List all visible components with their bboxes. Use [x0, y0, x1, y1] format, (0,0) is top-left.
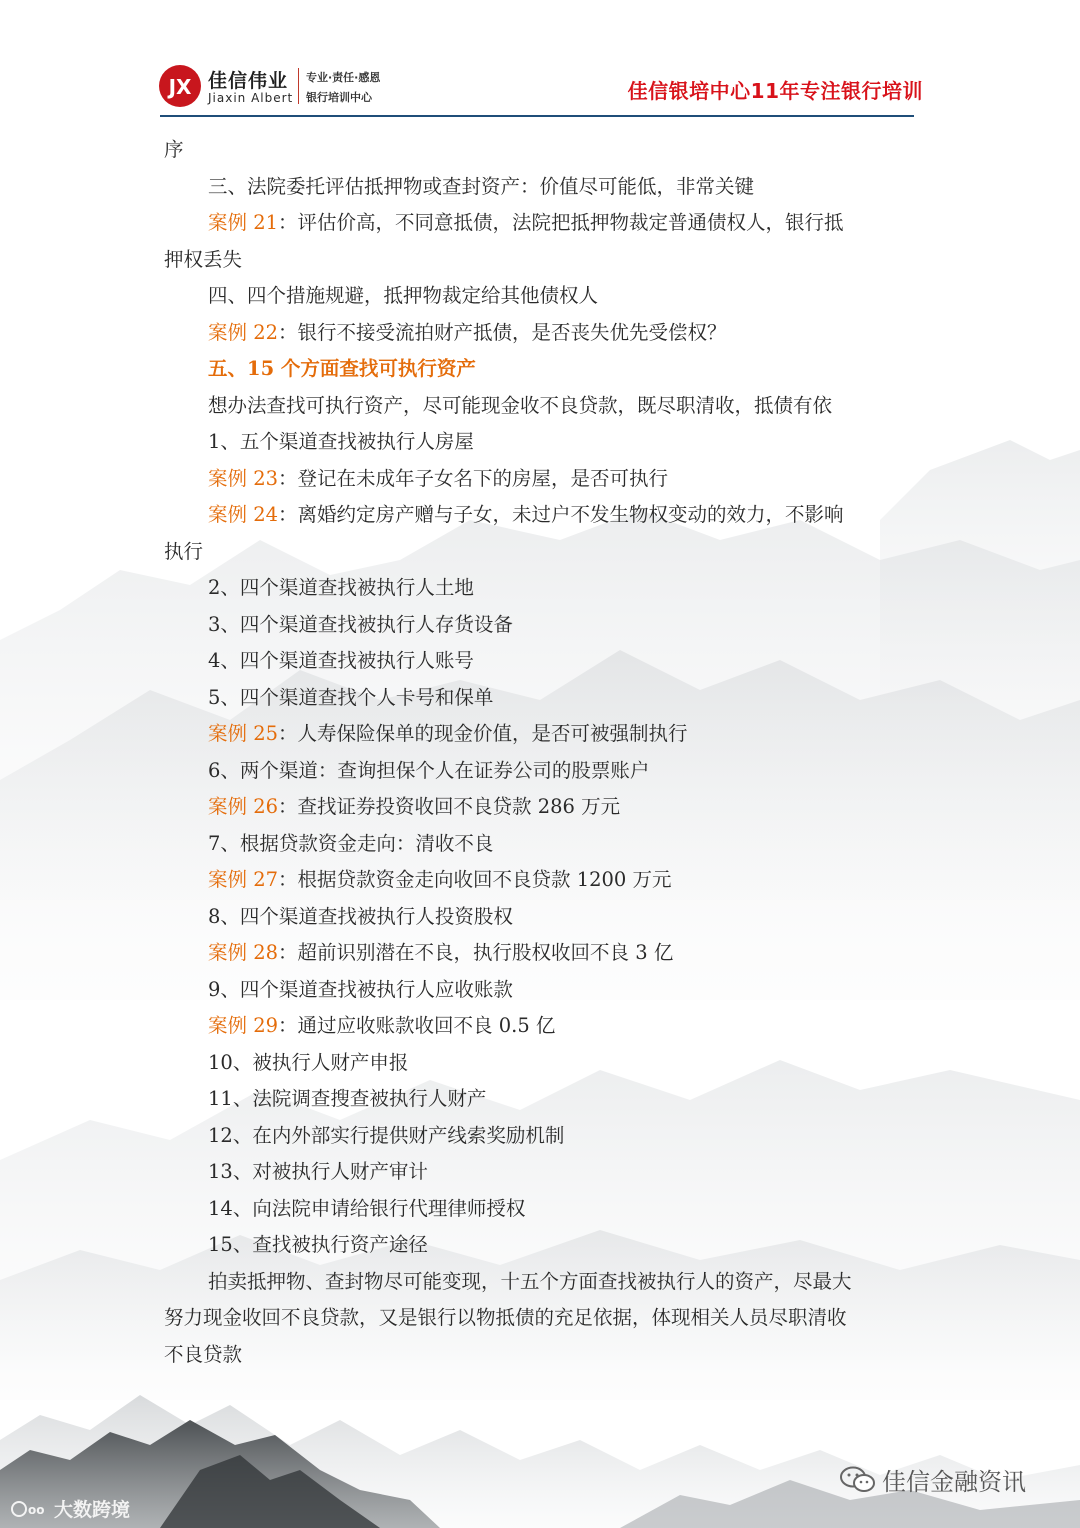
body-paragraph	[164, 570, 920, 607]
body-paragraph	[164, 899, 920, 936]
body-paragraph	[164, 680, 920, 717]
jx-logo-icon	[158, 64, 202, 108]
header-rule	[160, 115, 914, 117]
case-text: ：查找证券投资收回不良贷款 286 万元	[278, 795, 621, 818]
paragraph-continuation	[164, 534, 920, 571]
paragraph-text: 想办法查找可执行资产，尽可能现金收不良贷款，既尽职清收，抵债有依	[208, 393, 833, 417]
paragraph-text: 押权丢失	[164, 247, 243, 271]
body-paragraph	[164, 1227, 920, 1264]
paragraph-text: 不良贷款	[164, 1342, 243, 1366]
paragraph-text: 三、法院委托评估抵押物或查封资产：价值尽可能低，非常关键	[208, 174, 755, 198]
case-text: ：超前识别潜在不良，执行股权收回不良 3 亿	[278, 941, 674, 964]
body-paragraph	[164, 278, 920, 315]
body-paragraph	[164, 1154, 920, 1191]
paragraph-text: 努力现金收回不良贷款，又是银行以物抵债的充足依据，体现相关人员尽职清收	[164, 1306, 847, 1329]
paragraph-text: 7、根据贷款资金走向：清收不良	[208, 831, 494, 855]
case-paragraph	[164, 935, 920, 972]
body-paragraph	[164, 424, 920, 461]
paragraph-text: 拍卖抵押物、查封物尽可能变现，十五个方面查找被执行人的资产，尽最大	[208, 1269, 852, 1293]
case-paragraph	[164, 461, 920, 498]
case-text: ：通过应收账款收回不良 0.5 亿	[278, 1014, 556, 1037]
header-slogan: 佳信银培中心11年专注银行培训	[627, 79, 923, 103]
body-paragraph	[164, 1081, 920, 1118]
case-label: 案例 24	[208, 503, 279, 526]
tagline-values: 专业·责任·感恩	[306, 71, 381, 84]
paragraph-text: 15、查找被执行资产途径	[208, 1233, 428, 1256]
case-paragraph	[164, 205, 920, 242]
brand-name-cn: 佳信伟业	[208, 70, 289, 92]
paragraph-continuation	[164, 1300, 920, 1337]
paragraph-text: 8、四个渠道查找被执行人投资股权	[208, 904, 513, 928]
body-paragraph	[164, 1045, 920, 1082]
header-divider	[298, 68, 299, 104]
paragraph-continuation	[164, 1337, 920, 1374]
case-label: 案例 27	[208, 868, 279, 891]
case-label: 案例 22	[208, 320, 279, 344]
document-body	[164, 132, 920, 1373]
brand-name-en: Jiaxin Albert	[208, 91, 294, 105]
case-paragraph	[164, 315, 920, 352]
source-watermark	[10, 1495, 130, 1522]
body-paragraph	[164, 169, 920, 206]
case-paragraph	[164, 789, 920, 826]
body-paragraph	[164, 1118, 920, 1155]
paragraph-text: 四、四个措施规避，抵押物裁定给其他债权人	[208, 284, 599, 307]
logo-letters: JX	[168, 75, 192, 99]
case-label: 案例 28	[208, 941, 279, 964]
paragraph-text: 1、五个渠道查找被执行人房屋	[208, 430, 474, 453]
wechat-icon	[840, 1466, 876, 1494]
tagline-center: 银行培训中心	[306, 91, 372, 104]
body-paragraph	[164, 1191, 920, 1228]
wechat-watermark	[840, 1462, 1026, 1497]
body-paragraph	[164, 753, 920, 790]
wechat-account-name: 佳信金融资讯	[882, 1468, 1026, 1496]
case-text: ：评估价高，不同意抵债，法院把抵押物裁定普通债权人，银行抵	[278, 211, 844, 234]
paragraph-text: 5、四个渠道查找个人卡号和保单	[208, 685, 494, 709]
body-paragraph	[164, 607, 920, 644]
case-label: 案例 21	[208, 211, 279, 234]
body-paragraph	[164, 972, 920, 1009]
section-heading	[164, 351, 920, 388]
case-text: ：人寿保险保单的现金价值，是否可被强制执行	[278, 722, 688, 745]
source-logo-icon	[10, 1498, 50, 1520]
case-label: 案例 25	[208, 722, 279, 745]
case-label: 案例 29	[208, 1014, 279, 1037]
body-paragraph	[164, 388, 920, 425]
paragraph-text: 9、四个渠道查找被执行人应收账款	[208, 977, 513, 1001]
paragraph-text: 2、四个渠道查找被执行人土地	[208, 576, 474, 599]
source-name: 大数跨境	[54, 1499, 131, 1521]
body-paragraph	[164, 643, 920, 680]
case-label: 案例 23	[208, 466, 279, 490]
paragraph-text: 3、四个渠道查找被执行人存货设备	[208, 612, 513, 636]
case-paragraph	[164, 1008, 920, 1045]
paragraph-text: 执行	[164, 539, 204, 563]
case-text: ：银行不接受流拍财产抵债，是否丧失优先受偿权？	[278, 320, 727, 344]
paragraph-text: 14、向法院申请给银行代理律师授权	[208, 1196, 526, 1220]
paragraph-text: 6、两个渠道：查询担保个人在证券公司的股票账户	[208, 758, 650, 782]
case-text: ：根据贷款资金走向收回不良贷款 1200 万元	[278, 868, 672, 891]
svg-text:oo: oo	[28, 1502, 45, 1517]
paragraph-text: 五、15 个方面查找可执行资产	[208, 357, 476, 380]
case-paragraph	[164, 497, 920, 534]
case-paragraph	[164, 716, 920, 753]
page-header	[158, 62, 923, 114]
body-paragraph	[164, 1264, 920, 1301]
paragraph-continuation	[164, 242, 920, 279]
case-text: ：登记在未成年子女名下的房屋，是否可执行	[278, 466, 669, 490]
case-paragraph	[164, 862, 920, 899]
paragraph-text: 13、对被执行人财产审计	[208, 1160, 428, 1183]
paragraph-text: 序	[164, 138, 184, 161]
case-text: ：离婚约定房产赠与子女，未过户不发生物权变动的效力，不影响	[278, 503, 844, 526]
paragraph-text: 4、四个渠道查找被执行人账号	[208, 649, 474, 672]
case-label: 案例 26	[208, 795, 279, 818]
paragraph-text: 10、被执行人财产申报	[208, 1050, 409, 1074]
paragraph-continuation	[164, 132, 920, 169]
paragraph-text: 12、在内外部实行提供财产线索奖励机制	[208, 1123, 565, 1147]
body-paragraph	[164, 826, 920, 863]
paragraph-text: 11、法院调查搜查被执行人财产	[208, 1087, 487, 1110]
